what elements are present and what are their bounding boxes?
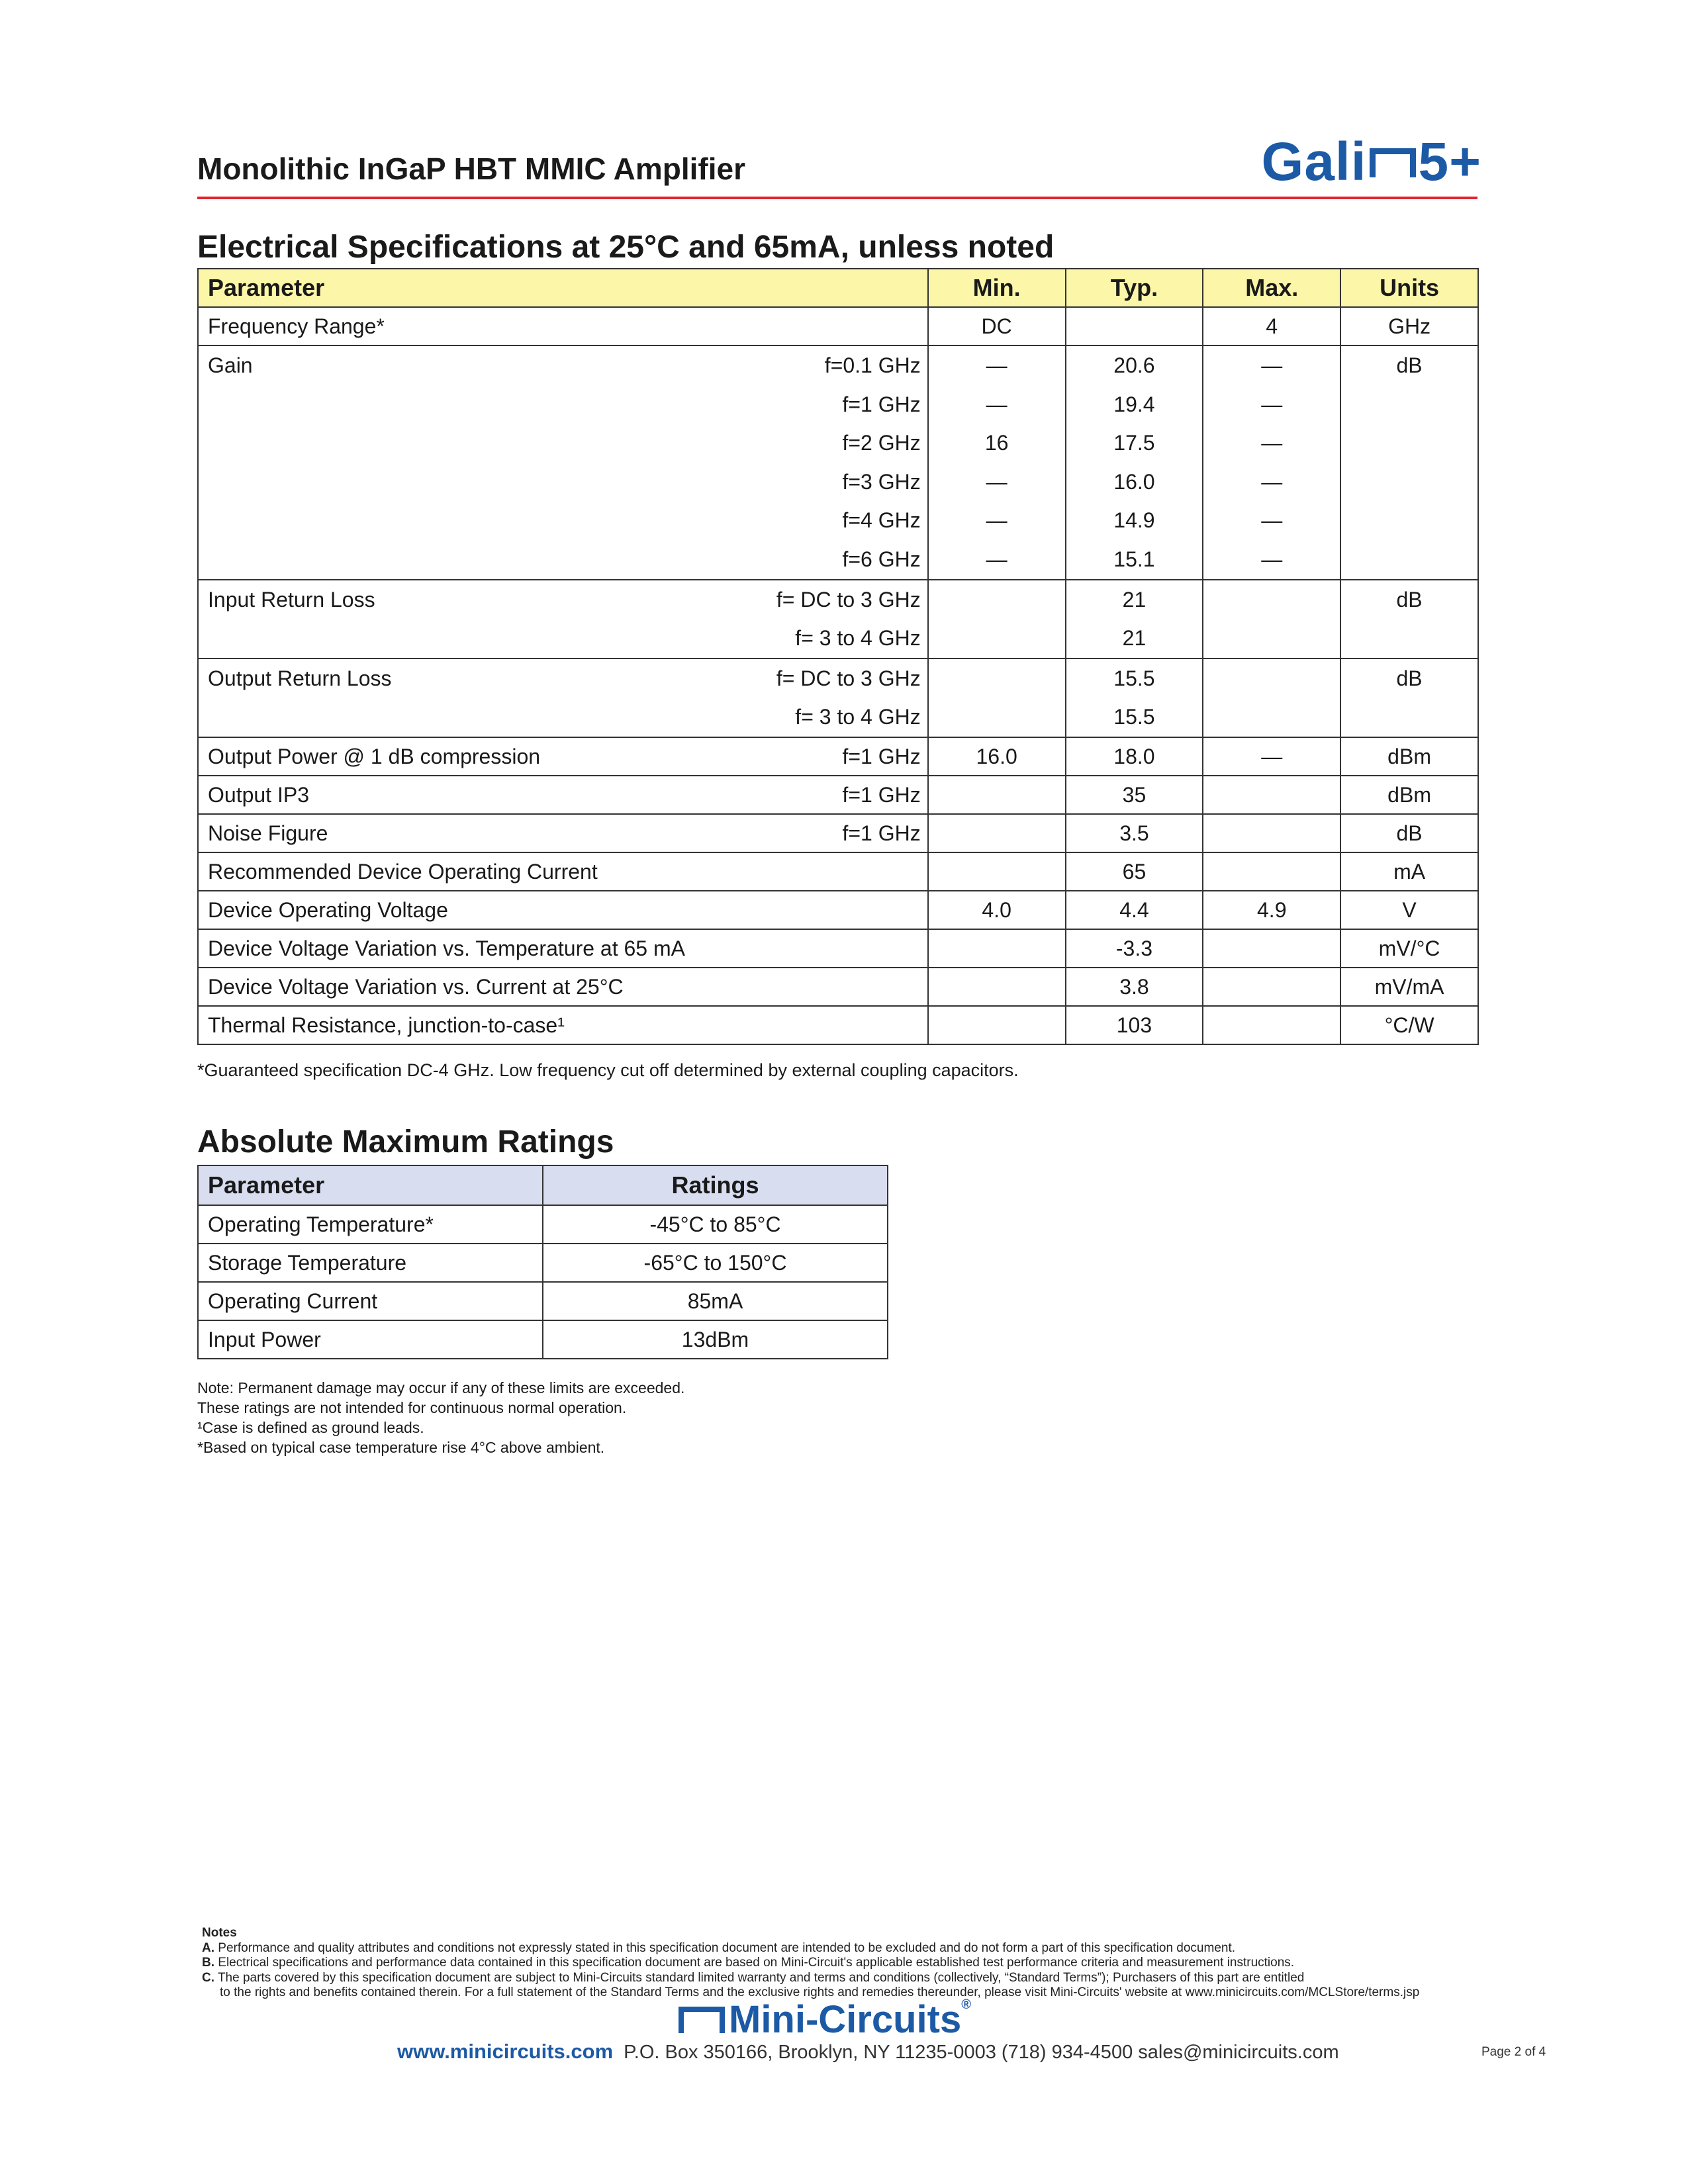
max-value — [1203, 814, 1340, 852]
note-line: Note: Permanent damage may occur if any of these limits are exceeded. — [197, 1379, 685, 1396]
param-name: Gain — [208, 353, 253, 377]
table-row — [198, 814, 1478, 852]
param-cell — [198, 580, 928, 659]
max-value: — — [1261, 353, 1283, 377]
typ-value: 4.4 — [1066, 891, 1203, 929]
table-row — [198, 1282, 888, 1320]
max-value: — — [1261, 508, 1283, 533]
document-title: Monolithic InGaP HBT MMIC Amplifier — [197, 152, 745, 186]
units-cell — [1340, 345, 1478, 580]
typ-value: 19.4 — [1113, 392, 1155, 416]
units-value: dB — [1340, 814, 1478, 852]
units-value: mV/mA — [1340, 968, 1478, 1006]
min-value: — — [986, 469, 1008, 494]
note-letter: A. — [202, 1940, 214, 1955]
col-max: Max. — [1203, 269, 1340, 307]
note-text: The parts covered by this specification document are subject to Mini-Circuits standard limited warranty and terms and conditions (collectively, “Standard Terms”); Purchasers of this part are entitled — [217, 1970, 1305, 1985]
col-parameter: Parameter — [198, 269, 928, 307]
legal-notes — [202, 1926, 1419, 2001]
param-name: Noise Figure — [208, 821, 328, 845]
condition: f=1 GHz — [842, 782, 921, 807]
min-value — [928, 968, 1066, 1006]
units-value: °C/W — [1340, 1006, 1478, 1044]
units-cell — [1340, 580, 1478, 659]
condition: f=4 GHz — [842, 508, 921, 533]
param-name: Output Return Loss — [208, 666, 392, 690]
note-item — [202, 1956, 1419, 1971]
note-text: Electrical specifications and performance data contained in this specification document are based on Mini-Circuit's applicable established test performance criteria and measurement instructions. — [218, 1956, 1295, 1970]
condition: f=1 GHz — [842, 744, 921, 768]
registered-mark: ® — [961, 1997, 971, 2012]
table-row — [198, 891, 1478, 929]
header-divider — [197, 197, 1477, 199]
condition: f=6 GHz — [842, 547, 921, 571]
param-name: Recommended Device Operating Current — [198, 852, 928, 891]
table-row-gain — [198, 345, 1478, 580]
typ-value: 14.9 — [1113, 508, 1155, 533]
col-units: Units — [1340, 269, 1478, 307]
max-value: — — [1261, 431, 1283, 455]
table-row — [198, 776, 1478, 814]
note-line: ¹Case is defined as ground leads. — [197, 1419, 424, 1436]
param-cell — [198, 659, 928, 737]
table-row — [198, 1205, 888, 1244]
col-min: Min. — [928, 269, 1066, 307]
param-name: Thermal Resistance, junction-to-case¹ — [198, 1006, 928, 1044]
param-cell — [198, 737, 928, 776]
max-value: 4.9 — [1203, 891, 1340, 929]
rating-value: 85mA — [543, 1282, 888, 1320]
typ-value: 65 — [1066, 852, 1203, 891]
abs-max-title: Absolute Maximum Ratings — [197, 1124, 614, 1160]
condition: f=1 GHz — [842, 392, 921, 416]
typ-value: 3.8 — [1066, 968, 1203, 1006]
typ-value: 3.5 — [1066, 814, 1203, 852]
condition: f=1 GHz — [842, 821, 921, 845]
typ-cell — [1066, 659, 1203, 737]
table-row — [198, 852, 1478, 891]
units-value: dB — [1396, 587, 1423, 612]
max-value — [1203, 929, 1340, 968]
table-row — [198, 1244, 888, 1282]
note-item — [202, 1941, 1419, 1956]
spec-section-title: Electrical Specifications at 25°C and 65mA, unless noted — [197, 230, 1055, 265]
min-value — [928, 852, 1066, 891]
table-row-input-return-loss — [198, 580, 1478, 659]
param-name: Device Voltage Variation vs. Temperature at 65 mA — [198, 929, 928, 968]
note-letter: C. — [202, 1970, 214, 1985]
rating-value: -65°C to 150°C — [543, 1244, 888, 1282]
typ-value: 35 — [1066, 776, 1203, 814]
col-typ: Typ. — [1066, 269, 1203, 307]
rating-value: 13dBm — [543, 1320, 888, 1359]
typ-value: 15.5 — [1113, 666, 1155, 690]
min-cell — [928, 345, 1066, 580]
units-value: dBm — [1340, 737, 1478, 776]
footer-contact — [397, 2040, 1339, 2064]
max-value: — — [1261, 547, 1283, 571]
min-value: — — [986, 353, 1008, 377]
condition: f= 3 to 4 GHz — [795, 626, 921, 651]
condition: f= 3 to 4 GHz — [795, 705, 921, 729]
max-value — [1203, 852, 1340, 891]
units-value: V — [1340, 891, 1478, 929]
condition: f=2 GHz — [842, 431, 921, 455]
min-value — [928, 776, 1066, 814]
note-item — [202, 1971, 1419, 1986]
units-cell — [1340, 659, 1478, 737]
min-value: DC — [928, 307, 1066, 345]
condition: f=0.1 GHz — [824, 353, 921, 377]
min-value: 16.0 — [928, 737, 1066, 776]
param-cell — [198, 345, 928, 580]
min-value: — — [986, 392, 1008, 416]
table-row — [198, 929, 1478, 968]
param-name: Frequency Range* — [198, 307, 928, 345]
max-cell — [1203, 580, 1340, 659]
min-value: 16 — [984, 431, 1009, 455]
max-value: — — [1261, 392, 1283, 416]
col-parameter: Parameter — [198, 1165, 543, 1205]
notes-heading: Notes — [202, 1926, 237, 1940]
col-ratings: Ratings — [543, 1165, 888, 1205]
spec-header-row — [198, 269, 1478, 307]
spec-footnote: *Guaranteed specification DC-4 GHz. Low frequency cut off determined by external coupling capacitors. — [197, 1060, 1019, 1080]
note-line: These ratings are not intended for continuous normal operation. — [197, 1399, 627, 1416]
max-cell — [1203, 345, 1340, 580]
model-number-logo — [1262, 131, 1481, 193]
units-value: dB — [1396, 666, 1423, 690]
rating-value: -45°C to 85°C — [543, 1205, 888, 1244]
max-value: — — [1261, 469, 1283, 494]
param-name: Input Power — [198, 1320, 543, 1359]
chip-icon — [1370, 148, 1416, 177]
table-row — [198, 737, 1478, 776]
note-text: Performance and quality attributes and conditions not expressly stated in this specification document are intended to be excluded and do not form a part of this specification document. — [218, 1940, 1236, 1955]
company-logo — [679, 1997, 971, 2042]
electrical-spec-table — [197, 268, 1479, 1045]
param-cell — [198, 814, 928, 852]
max-value: — — [1203, 737, 1340, 776]
typ-cell — [1066, 345, 1203, 580]
contact-info: P.O. Box 350166, Brooklyn, NY 11235-0003 (718) 934-4500 sales@minicircuits.com — [624, 2042, 1339, 2063]
table-row — [198, 1320, 888, 1359]
units-value: dBm — [1340, 776, 1478, 814]
typ-value: 18.0 — [1066, 737, 1203, 776]
typ-value: 15.1 — [1113, 547, 1155, 571]
units-value: mV/°C — [1340, 929, 1478, 968]
typ-value: 17.5 — [1113, 431, 1155, 455]
table-row-output-return-loss — [198, 659, 1478, 737]
chip-icon — [679, 2007, 725, 2033]
units-value: GHz — [1340, 307, 1478, 345]
param-name: Output IP3 — [208, 782, 309, 807]
condition: f= DC to 3 GHz — [776, 587, 921, 612]
abs-max-table — [197, 1165, 888, 1359]
note-line: *Based on typical case temperature rise 4°C above ambient. — [197, 1439, 605, 1456]
max-value — [1203, 776, 1340, 814]
model-prefix: Gali — [1261, 132, 1367, 192]
typ-value: 16.0 — [1113, 469, 1155, 494]
typ-value: 15.5 — [1113, 705, 1155, 729]
min-value — [928, 1006, 1066, 1044]
typ-value: -3.3 — [1066, 929, 1203, 968]
logo-text: Mini-Circuits — [729, 1998, 962, 2041]
condition: f=3 GHz — [842, 469, 921, 494]
table-row — [198, 968, 1478, 1006]
param-name: Output Power @ 1 dB compression — [208, 744, 541, 768]
table-row — [198, 1006, 1478, 1044]
param-name: Operating Current — [198, 1282, 543, 1320]
note-continuation: to the rights and benefits contained therein. For a full statement of the Standard Terms and the exclusive rights and remedies thereunder, please visit Mini-Circuits' website at www.minicircuits.com/MCLStore/terms.jsp — [220, 1985, 1420, 1999]
typ-cell — [1066, 580, 1203, 659]
abs-max-notes — [197, 1378, 684, 1457]
max-value: 4 — [1203, 307, 1340, 345]
param-name: Device Operating Voltage — [198, 891, 928, 929]
typ-value: 103 — [1066, 1006, 1203, 1044]
min-value: — — [986, 547, 1008, 571]
min-cell — [928, 659, 1066, 737]
max-value — [1203, 968, 1340, 1006]
abs-max-header-row — [198, 1165, 888, 1205]
min-cell — [928, 580, 1066, 659]
typ-value: 21 — [1122, 587, 1147, 612]
param-name: Storage Temperature — [198, 1244, 543, 1282]
min-value: — — [986, 508, 1008, 533]
min-value — [928, 929, 1066, 968]
param-name: Device Voltage Variation vs. Current at 25°C — [198, 968, 928, 1006]
param-name: Input Return Loss — [208, 587, 375, 612]
min-value — [928, 814, 1066, 852]
model-suffix: 5+ — [1418, 132, 1481, 192]
typ-value: 21 — [1122, 626, 1147, 651]
min-value: 4.0 — [928, 891, 1066, 929]
condition: f= DC to 3 GHz — [776, 666, 921, 690]
typ-value: 20.6 — [1113, 353, 1155, 377]
units-value: mA — [1340, 852, 1478, 891]
units-value: dB — [1396, 353, 1423, 377]
table-row — [198, 307, 1478, 345]
typ-value — [1066, 307, 1203, 345]
max-value — [1203, 1006, 1340, 1044]
param-cell — [198, 776, 928, 814]
param-name: Operating Temperature* — [198, 1205, 543, 1244]
page-number: Page 2 of 4 — [1481, 2045, 1546, 2059]
max-cell — [1203, 659, 1340, 737]
website-link[interactable]: www.minicircuits.com — [397, 2040, 614, 2063]
note-letter: B. — [202, 1956, 214, 1970]
